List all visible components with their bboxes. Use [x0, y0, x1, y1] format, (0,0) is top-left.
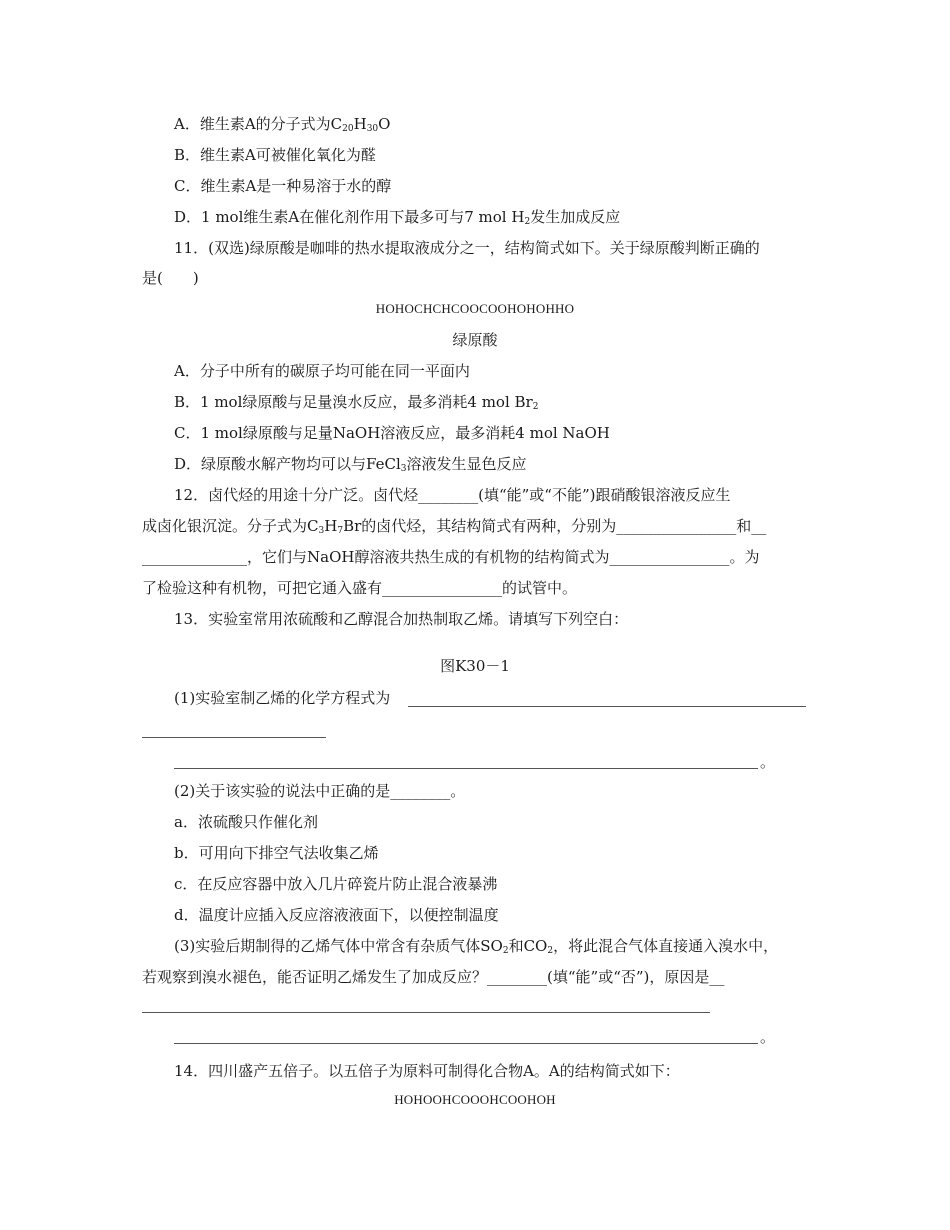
q10-option-a: A．维生素A的分子式为$C_{20}H_{30}O$ — [174, 115, 391, 134]
q14-stem: 14．四川盛产五倍子。以五倍子为原料可制得化合物A。A的结构简式如下： — [174, 1062, 680, 1080]
q13-part1-period: 。 — [760, 753, 776, 771]
q13-part3-period: 。 — [760, 1028, 776, 1046]
q12-line4: 了检验这种有机物，可把它通入盛有________________的试管中。 — [142, 579, 578, 597]
q11-option-d: D．绿原酸水解产物均可以与FeCl$_3$溶液发生显色反应 — [174, 455, 527, 474]
q13-part1-prompt: (1)实验室制乙烯的化学方程式为 — [174, 689, 391, 707]
q13-part2-prompt: (2)关于该实验的说法中正确的是________。 — [174, 782, 466, 800]
q13-part3-line1: (3)实验后期制得的乙烯气体中常含有杂质气体$SO_2$和$CO_2$，将此混合气体直接通入溴水中， — [174, 937, 779, 956]
q12-line2: 成卤化银沉淀。分子式为$C_3H_7Br$的卤代烃，其结构简式有两种，分别为________________和__ — [142, 517, 767, 536]
q13-part1-blank-cont — [142, 737, 326, 738]
q11-structure-caption: 绿原酸 — [452, 331, 498, 349]
q13-part2-option-b: b．可用向下排空气法收集乙烯 — [174, 844, 379, 862]
q11-option-c: C．1 mol绿原酸与足量NaOH溶液反应，最多消耗4 mol NaOH — [174, 424, 610, 442]
q12-line3: ______________，它们与NaOH醇溶液共热生成的有机物的结构简式为________________。为 — [142, 548, 760, 566]
q13-part1-blank — [408, 706, 806, 707]
q11-option-b: B．1 mol绿原酸与足量溴水反应，最多消耗4 mol $Br_2$ — [174, 393, 539, 412]
q13-part1-blank-line2 — [174, 768, 758, 769]
q11-option-a: A．分子中所有的碳原子均可能在同一平面内 — [174, 362, 470, 380]
q13-part3-blank-line2 — [174, 1043, 758, 1044]
q10-option-c: C．维生素A是一种易溶于水的醇 — [174, 177, 392, 195]
q10-option-d: D．1 mol维生素A在催化剂作用下最多可与7 mol $H_2$发生加成反应 — [174, 208, 621, 227]
q13-part2-option-c: c．在反应容器中放入几片碎瓷片防止混合液暴沸 — [174, 875, 498, 893]
q13-figure-caption: 图K30－1 — [440, 657, 510, 675]
q11-stem-line2: 是( ) — [142, 269, 199, 287]
q14-structure-formula: HOHOOHCOOOHCOOHOH — [394, 1092, 556, 1107]
q13-part2-option-d: d．温度计应插入反应溶液液面下，以便控制温度 — [174, 906, 499, 924]
q11-structure-formula: HOHOCHCHCOOCOOHOHOHHO — [375, 301, 575, 316]
q10-option-b: B．维生素A可被催化氧化为醛 — [174, 146, 376, 164]
q13-part3-line2: 若观察到溴水褪色，能否证明乙烯发生了加成反应？________(填“能”或“否”)，原因是__ — [142, 968, 725, 986]
q13-stem: 13．实验室常用浓硫酸和乙醇混合加热制取乙烯。请填写下列空白： — [174, 610, 629, 628]
q12-line1: 12．卤代烃的用途十分广泛。卤代烃________(填“能”或“不能”)跟硝酸银溶液反应生 — [174, 486, 731, 504]
q11-stem-line1: 11．(双选)绿原酸是咖啡的热水提取液成分之一，结构简式如下。关于绿原酸判断正确的 — [174, 239, 760, 257]
q13-part2-option-a: a．浓硫酸只作催化剂 — [174, 813, 318, 831]
q13-part3-blank — [142, 1012, 710, 1013]
